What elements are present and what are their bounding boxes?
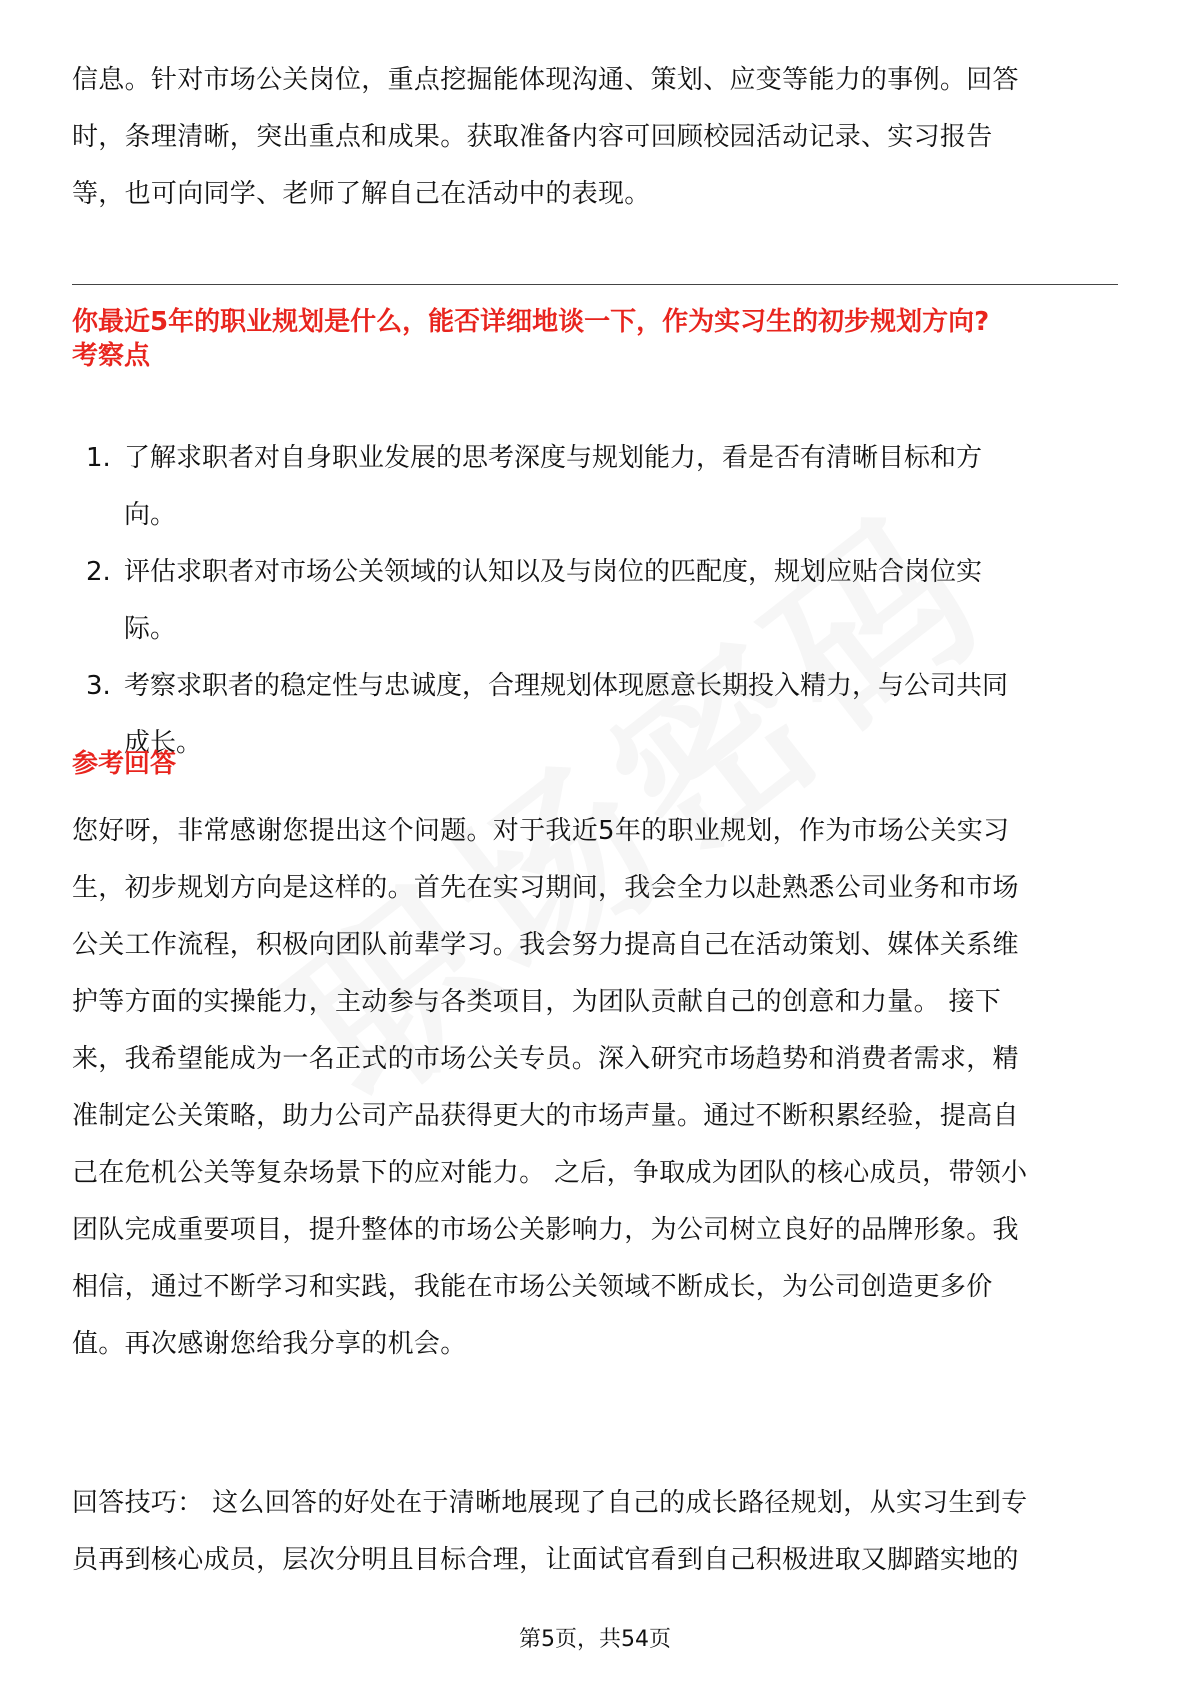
answer-line: 您好呀，非常感谢您提出这个问题。对于我近5年的职业规划，作为市场公关实习: [72, 816, 1010, 846]
answer-line: 准制定公关策略，助力公司产品获得更大的市场声量。通过不断积累经验，提高自: [72, 1101, 1019, 1131]
answer-line: 团队完成重要项目，提升整体的市场公关影响力，为公司树立良好的品牌形象。我: [72, 1215, 1019, 1245]
tips-line: 回答技巧： 这么回答的好处在于清晰地展现了自己的成长路径规划，从实习生到专: [72, 1488, 1028, 1518]
intro-paragraph: [72, 52, 1118, 223]
intro-line: 信息。针对市场公关岗位，重点挖掘能体现沟通、策划、应变等能力的事例。回答: [72, 65, 1019, 95]
answer-line: 值。再次感谢您给我分享的机会。: [72, 1329, 467, 1359]
list-line: 成长。: [124, 728, 203, 758]
question-title: 你最近5年的职业规划是什么，能否详细地谈一下，作为实习生的初步规划方向?: [72, 307, 990, 337]
answer-line: 来，我希望能成为一名正式的市场公关专员。深入研究市场趋势和消费者需求，精: [72, 1044, 1019, 1074]
focus-list: [72, 430, 1118, 772]
tips-paragraph: [72, 1475, 1118, 1589]
answer-line: 相信，通过不断学习和实践，我能在市场公关领域不断成长，为公司创造更多价: [72, 1272, 993, 1302]
answer-line: 生，初步规划方向是这样的。首先在实习期间，我会全力以赴熟悉公司业务和市场: [72, 873, 1019, 903]
list-item: [72, 658, 1118, 772]
answer-paragraph: [72, 803, 1118, 1373]
answer-line: 护等方面的实操能力，主动参与各类项目，为团队贡献自己的创意和力量。 接下: [72, 987, 1002, 1017]
list-line: 际。: [124, 614, 177, 644]
list-item: [72, 544, 1118, 658]
list-number: 3.: [86, 671, 111, 701]
focus-heading: 考察点: [72, 341, 151, 371]
list-line: 评估求职者对市场公关领域的认知以及与岗位的匹配度，规划应贴合岗位实: [124, 557, 983, 587]
list-item: [72, 430, 1118, 544]
answer-line: 公关工作流程，积极向团队前辈学习。我会努力提高自己在活动策划、媒体关系维: [72, 930, 1019, 960]
list-line: 了解求职者对自身职业发展的思考深度与规划能力，看是否有清晰目标和方: [124, 443, 983, 473]
section-divider: [72, 284, 1118, 285]
answer-heading: 参考回答: [72, 749, 177, 779]
list-line: 向。: [124, 500, 177, 530]
list-number: 2.: [86, 557, 111, 587]
list-number: 1.: [86, 443, 111, 473]
intro-line: 等，也可向同学、老师了解自己在活动中的表现。: [72, 179, 651, 209]
list-line: 考察求职者的稳定性与忠诚度，合理规划体现愿意长期投入精力，与公司共同: [124, 671, 1009, 701]
tips-line: 员再到核心成员，层次分明且目标合理，让面试官看到自己积极进取又脚踏实地的: [72, 1545, 1019, 1575]
answer-line: 己在危机公关等复杂场景下的应对能力。 之后，争取成为团队的核心成员，带领小: [72, 1158, 1028, 1188]
page-number-footer: 第5页，共54页: [519, 1627, 671, 1652]
intro-line: 时，条理清晰，突出重点和成果。获取准备内容可回顾校园活动记录、实习报告: [72, 122, 993, 152]
